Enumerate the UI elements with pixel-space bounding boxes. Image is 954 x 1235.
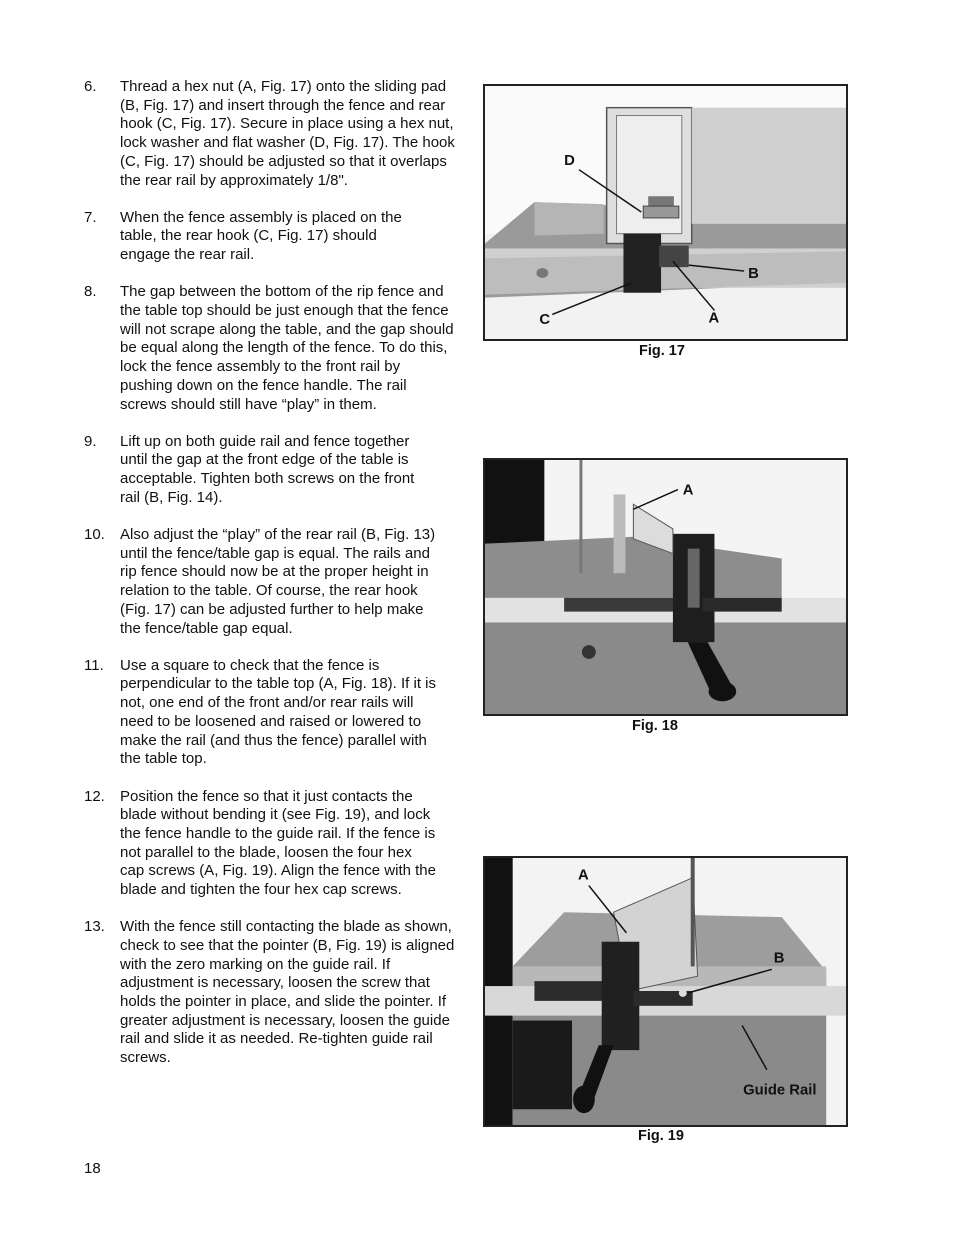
step-9 (84, 433, 456, 508)
figure-17-photo (483, 84, 848, 341)
step-text: Use a square to check that the fence is perpendicular to the table top (A, Fig. 18). If it is not, one end of the front and/or rear rails will need to be loosened and raised or lowered to make the rail (and thus the fence) parallel with the table top. (120, 656, 436, 768)
step-text: Thread a hex nut (A, Fig. 17) onto the sliding pad (B, Fig. 17) and insert through the fence and rear hook (C, Fig. 17). Secure in place using a hex nut, lock washer and flat washer (D, Fig. 17). The hook (C, Fig. 17) should be adjusted so that it overlaps the rear rail by approximately 1/8". (120, 78, 455, 189)
figure-19-photo (483, 856, 848, 1127)
step-10 (84, 526, 456, 638)
step-number: 7. (84, 208, 97, 226)
step-13 (84, 918, 456, 1068)
step-8 (84, 283, 456, 414)
callout-a: A (708, 310, 720, 327)
figure-17-illustration (485, 86, 846, 339)
step-number: 10. (84, 526, 105, 544)
step-number: 6. (84, 78, 97, 95)
step-6 (84, 78, 456, 190)
callout-guide-rail: Guide Rail (743, 1082, 817, 1099)
figure-18-caption: Fig. 18 (632, 718, 678, 734)
step-number: 11. (84, 656, 104, 674)
callout-a: A (577, 867, 589, 884)
step-text: Lift up on both guide rail and fence together until the gap at the front edge of the table is acceptable. Tighten both screws on the front rail (B, Fig. 14). (120, 432, 415, 506)
page-number: 18 (84, 1160, 101, 1177)
figure-17-caption: Fig. 17 (639, 343, 685, 359)
figure-18-photo (483, 458, 848, 716)
callout-d: D (564, 152, 575, 169)
callout-b: B (773, 950, 785, 967)
callout-c: C (539, 312, 551, 329)
step-12 (84, 788, 456, 900)
step-number: 9. (84, 432, 97, 450)
step-number: 13. (84, 918, 105, 936)
figure-19-caption: Fig. 19 (638, 1128, 684, 1144)
figure-18-illustration (485, 460, 846, 714)
callout-b: B (748, 265, 759, 282)
step-text: When the fence assembly is placed on the table, the rear hook (C, Fig. 17) should engage the rear rail. (120, 208, 402, 264)
instruction-list (84, 78, 456, 1068)
step-text: Position the fence so that it just contacts the blade without bending it (see Fig. 19), and lock the fence handle to the guide rail. If the fence is not parallel to the blade, loosen the four hex cap screws (A, Fig. 19). Align the fence with the blade and tighten the four hex cap screws. (120, 787, 436, 899)
figure-19-illustration (485, 858, 846, 1125)
step-11 (84, 657, 456, 769)
step-text: The gap between the bottom of the rip fence and the table top should be just enough that the fence will not scrape along the table, and the gap should be equal along the length of the fence. To do this, lock the fence assembly to the front rail by pushing down on the fence handle. The rail screws should still have “play” in them. (120, 283, 454, 413)
step-7 (84, 209, 456, 265)
step-number: 12. (84, 787, 105, 805)
step-text: Also adjust the “play” of the rear rail (B, Fig. 13) until the fence/table gap is equal. The rails and rip fence should now be at the proper height in relation to the table. Of course, the rear hook (Fig. 17) can be adjusted further to help make the fence/table gap equal. (120, 526, 436, 637)
step-text: With the fence still contacting the blade as shown, check to see that the pointer (B, Fig. 19) is aligned with the zero marking on the guide rail. If adjustment is necessary, loosen the screw that holds the pointer in place, and slide the pointer. If greater adjustment is necessary, loosen the guide rail and slide it as needed. Re-tighten guide rail screws. (120, 918, 455, 1067)
step-number: 8. (84, 283, 97, 301)
callout-a: A (682, 482, 694, 499)
